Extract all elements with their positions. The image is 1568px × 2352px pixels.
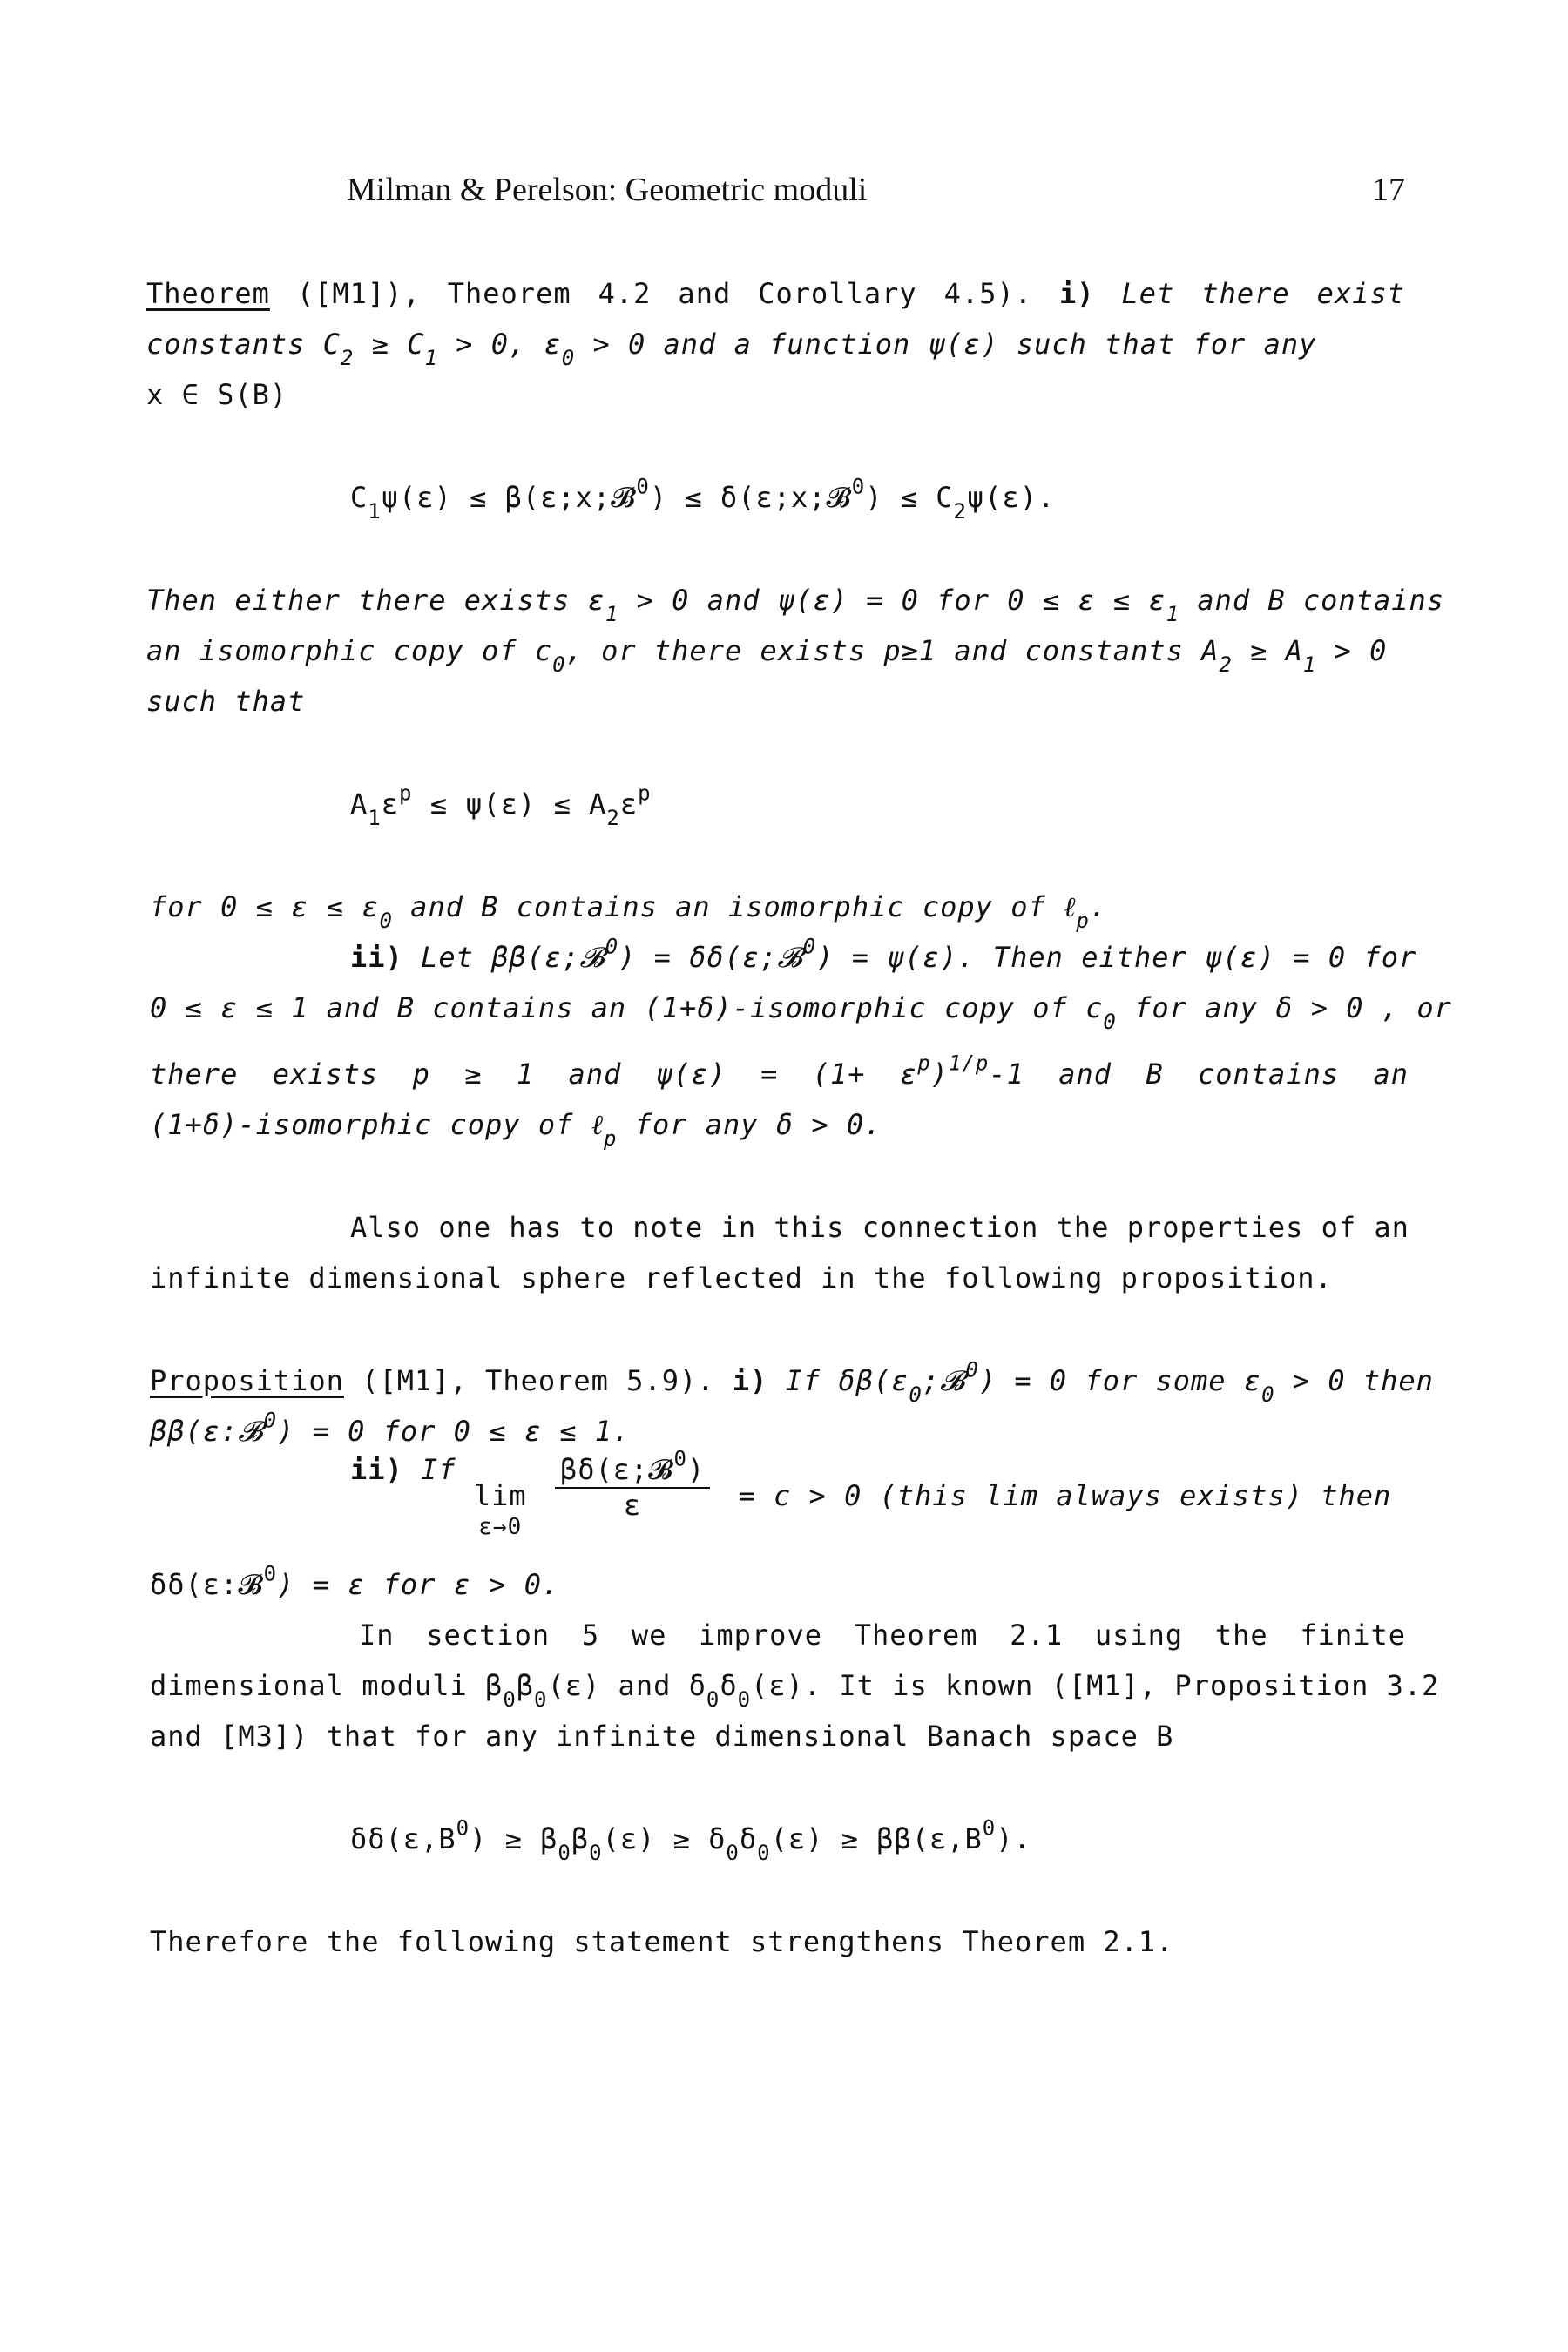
for1-sub0: 0 <box>379 909 393 934</box>
plast-sup0: 0 <box>263 1561 278 1586</box>
ii3c: -1 and B contains an <box>989 1058 1409 1091</box>
proposition-part-ii: ii) <box>350 1453 403 1486</box>
proposition-line-2 <box>150 1408 631 1449</box>
pi1c: ) = 0 for some ε <box>978 1364 1262 1397</box>
display-eq-2 <box>350 781 652 831</box>
d3-c: β <box>571 1822 590 1855</box>
page-number: 17 <box>1372 172 1405 208</box>
ii2a: 0 ≤ ε ≤ 1 and B contains an (1+δ)-isomorphic copy of c <box>150 991 1104 1024</box>
theorem-ref: ([M1]), Theorem 4.2 and Corollary 4.5). <box>296 277 1032 310</box>
d2-a: A <box>350 787 368 821</box>
pi1-sub0b: 0 <box>1261 1382 1275 1408</box>
also-line-2: infinite dimensional sphere reflected in the following proposition. <box>150 1261 1333 1294</box>
running-title: Milman & Perelson: Geometric moduli <box>347 172 868 208</box>
d1-sup0b: 0 <box>851 474 866 499</box>
then2d: > 0 <box>1334 634 1388 667</box>
s2e: (ε). It is known ([M1], Proposition 3.2 <box>751 1669 1440 1702</box>
lim-subscript: ε→0 <box>478 1514 523 1540</box>
pi1b: ;𝓑 <box>922 1364 966 1397</box>
theorem-line-2 <box>146 328 1317 371</box>
then2-sub0: 0 <box>552 652 566 678</box>
theorem-for-line <box>150 890 1108 934</box>
ii1-sup0b: 0 <box>802 934 817 959</box>
ii1a: Let ββ(ε;𝓑 <box>421 941 605 974</box>
theorem-part-ii: ii) <box>350 941 403 974</box>
pi2b: ) = 0 for 0 ≤ ε ≤ 1. <box>277 1415 631 1448</box>
section-line-1: In section 5 we improve Theorem 2.1 using the finite <box>359 1619 1406 1652</box>
ii1b: ) = δδ(ε;𝓑 <box>618 941 803 974</box>
section-line-2 <box>150 1669 1440 1713</box>
t2-sub0: 0 <box>561 346 576 371</box>
fraction-numerator <box>555 1446 710 1489</box>
s2a: dimensional moduli β <box>150 1669 504 1702</box>
d3-sup0b: 0 <box>982 1815 997 1841</box>
s2-sub0a: 0 <box>503 1687 517 1713</box>
d2-p: p <box>398 781 413 806</box>
t2-sub1: 1 <box>424 346 438 371</box>
plast-a: δδ(ε:𝓑 <box>150 1568 264 1601</box>
d3-f: (ε) ≥ ββ(ε,B <box>770 1822 983 1855</box>
section-line-3: and [M3]) that for any infinite dimensional Banach space B <box>150 1720 1174 1753</box>
d3-d: (ε) ≥ δ <box>602 1822 727 1855</box>
ii4b: for any δ > 0. <box>634 1108 882 1141</box>
d1-mid3: ) ≤ C <box>865 481 954 514</box>
for1c: . <box>1089 890 1108 923</box>
ii3-sup: 1/p <box>948 1051 990 1076</box>
proposition-ii-line <box>350 1446 1392 1540</box>
d1-end: ψ(ε). <box>966 481 1056 514</box>
t2b: ≥ C <box>371 328 425 361</box>
pi2-sup0: 0 <box>263 1408 278 1433</box>
theorem-text1: Let there exist <box>1121 277 1406 310</box>
d3-g: ). <box>996 1822 1031 1855</box>
num-a: βδ(ε;𝓑 <box>559 1453 674 1486</box>
theorem-then-1 <box>146 584 1445 627</box>
theorem-then-3: such that <box>146 685 306 718</box>
ii4-subp: p <box>603 1126 618 1152</box>
then1-sub1b: 1 <box>1166 602 1180 627</box>
lim-text: lim <box>473 1479 527 1512</box>
ii4a: (1+δ)-isomorphic copy of ℓ <box>150 1108 604 1141</box>
s2c: (ε) and δ <box>547 1669 706 1702</box>
then2c: ≥ A <box>1250 634 1303 667</box>
then1-sub1: 1 <box>605 602 619 627</box>
plast-b: ) = ε for ε > 0. <box>277 1568 560 1601</box>
d1-s1: 1 <box>368 499 382 524</box>
prop-ii-rest: = c > 0 (this lim always exists) then <box>738 1479 1392 1512</box>
ii1-sup0: 0 <box>605 934 619 959</box>
d1-sup0: 0 <box>636 474 650 499</box>
d2-mid: ε <box>381 787 399 821</box>
also-line-1: Also one has to note in this connection the properties of an <box>350 1211 1409 1244</box>
t2a: constants C <box>146 328 341 361</box>
theorem-part-i: i) <box>1058 277 1095 310</box>
pi1d: > 0 then <box>1292 1364 1434 1397</box>
for1-subp: p <box>1076 909 1090 934</box>
then1c: and B contains <box>1197 584 1445 617</box>
d3-a: δδ(ε,B <box>350 1822 456 1855</box>
for1a: for 0 ≤ ε ≤ ε <box>150 890 380 923</box>
theorem-label: Theorem <box>146 277 270 310</box>
theorem-ii-line-2 <box>150 991 1452 1035</box>
d2-s2: 2 <box>606 806 620 831</box>
theorem-line-3: x ∈ S(B) <box>146 378 288 411</box>
then1a: Then either there exists ε <box>146 584 605 617</box>
theorem-line-1 <box>146 277 1405 310</box>
then2-sub2: 2 <box>1219 652 1233 678</box>
section-final-line: Therefore the following statement strengthens Theorem 2.1. <box>150 1925 1174 1958</box>
display-eq-3 <box>350 1815 1031 1866</box>
then2b: , or there exists p≥1 and constants A <box>565 634 1220 667</box>
d3-sub0d: 0 <box>757 1841 771 1866</box>
s2-sub0b: 0 <box>534 1687 548 1713</box>
theorem-ii-line-4 <box>150 1108 882 1152</box>
d1-c: C <box>350 481 368 514</box>
proposition-ref: ([M1], Theorem 5.9). <box>362 1364 715 1397</box>
num-sup0: 0 <box>673 1446 687 1471</box>
ii1c: ) = ψ(ε). Then either ψ(ε) = 0 for <box>816 941 1417 974</box>
d1-mid: ψ(ε) ≤ β(ε;x;𝓑 <box>381 481 637 514</box>
ii2-sub0: 0 <box>1103 1010 1117 1035</box>
ii2b: for any δ > 0 , or <box>1134 991 1452 1024</box>
s2-sub0c: 0 <box>706 1687 720 1713</box>
then1b: > 0 and ψ(ε) = 0 for 0 ≤ ε ≤ ε <box>636 584 1166 617</box>
then2a: an isomorphic copy of c <box>146 634 553 667</box>
pi2a: ββ(ε:𝓑 <box>150 1415 264 1448</box>
d2-s1: 1 <box>368 806 382 831</box>
then2-sub1: 1 <box>1302 652 1317 678</box>
proposition-line-1 <box>150 1357 1434 1408</box>
ii3b: ) <box>930 1058 949 1091</box>
t2d: > 0 and a function ψ(ε) such that for any <box>592 328 1317 361</box>
d3-sub0b: 0 <box>589 1841 603 1866</box>
ii3-supp: p <box>917 1051 931 1076</box>
d1-s2: 2 <box>953 499 967 524</box>
pi1-sup0: 0 <box>965 1357 979 1382</box>
t2-sub2: 2 <box>340 346 355 371</box>
pi1a: If δβ(ε <box>785 1364 909 1397</box>
proposition-last-line <box>150 1561 560 1602</box>
for1b: and B contains an isomorphic copy of ℓ <box>410 890 1077 923</box>
fraction <box>555 1446 710 1522</box>
proposition-label: Proposition <box>150 1364 344 1397</box>
d3-sup0a: 0 <box>456 1815 470 1841</box>
ii3a: there exists p ≥ 1 and ψ(ε) = (1+ ε <box>150 1058 918 1091</box>
proposition-part-i: i) <box>732 1364 768 1397</box>
num-b: ) <box>686 1453 706 1486</box>
theorem-ii-line-3 <box>150 1051 1409 1091</box>
prop-ii-if: If <box>421 1453 456 1486</box>
d3-b: ) ≥ β <box>470 1822 558 1855</box>
s2b: β <box>516 1669 535 1702</box>
d3-sub0c: 0 <box>726 1841 740 1866</box>
d2-p2: p <box>638 781 652 806</box>
display-eq-1 <box>350 474 1056 524</box>
d1-mid2: ) ≤ δ(ε;x;𝓑 <box>649 481 852 514</box>
t2c: > 0, ε <box>456 328 562 361</box>
d3-e: δ <box>739 1822 758 1855</box>
d2-mid2: ≤ ψ(ε) ≤ A <box>429 787 607 821</box>
lim-operator <box>474 1453 527 1540</box>
d2-end: ε <box>619 787 639 821</box>
pi1-sub0: 0 <box>909 1382 923 1408</box>
s2-sub0d: 0 <box>737 1687 752 1713</box>
theorem-then-2 <box>146 634 1388 678</box>
fraction-denominator: ε <box>623 1489 642 1522</box>
s2d: δ <box>720 1669 738 1702</box>
d3-sub0a: 0 <box>558 1841 571 1866</box>
theorem-ii-line-1 <box>350 934 1417 975</box>
